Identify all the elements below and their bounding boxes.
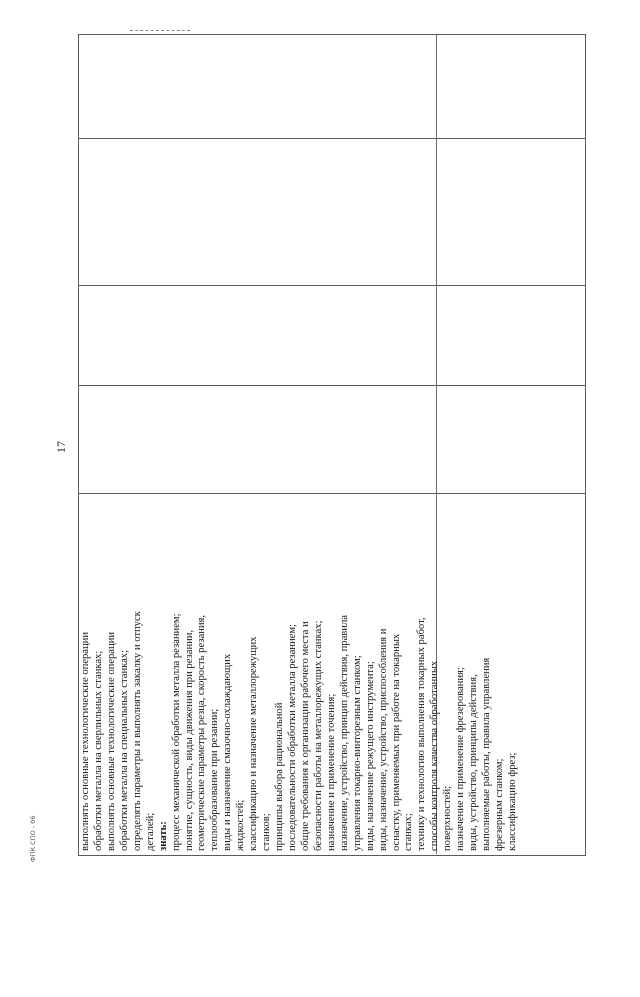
content-line: процесс механической обработки металла резанием;: [170, 613, 182, 851]
content-line: выполняемые работы, правила управления: [481, 657, 493, 851]
table-column-divider-2: [78, 285, 585, 286]
table-column-divider-1: [78, 138, 585, 139]
section-heading: знать:: [157, 821, 169, 851]
content-line: понятие, сущность, виды движения при резании,: [183, 629, 195, 851]
content-line: оснастку, применяемых при работе на токарных: [390, 633, 402, 851]
content-line: выполнять основные технологические операции: [105, 631, 117, 851]
content-line: принципы выбора рациональной: [274, 702, 286, 851]
content-line: технику и технологию выполнения токарных работ,: [416, 617, 428, 851]
content-text: [80, 495, 520, 851]
content-line: назначение, устройство, принцип действия, правила: [338, 615, 350, 851]
content-line: обработки металла на сверлильных станках;: [92, 650, 104, 851]
content-line: геометрические параметры резца, скорость резания,: [196, 614, 208, 851]
content-line: станков;: [261, 813, 273, 851]
content-line: виды, назначение, устройство, приспособления и: [377, 628, 389, 851]
footer-code: ФПК СПО - 06: [29, 815, 37, 862]
content-line: виды, назначение режущего инструмента;: [364, 661, 376, 851]
content-line: фрезерным станком;: [494, 758, 505, 851]
content-line: общие требования к организации рабочего места и: [299, 621, 311, 851]
content-line: классификацию и назначение металлорежущих: [248, 636, 260, 851]
table-column-divider-3: [78, 385, 585, 386]
content-line: деталей;: [144, 812, 156, 851]
content-line: жидкостей;: [235, 799, 247, 851]
content-cell: [80, 495, 518, 997]
table-column-divider-4: [78, 493, 585, 494]
content-line: выполнять основные технологические операции: [80, 631, 91, 851]
content-line: обработки металла на специальных станках;: [118, 649, 130, 851]
content-line: способы контроля качества обработанных: [429, 660, 441, 851]
page-number: 17: [54, 441, 68, 453]
content-line: станках;: [403, 813, 415, 851]
content-line: безопасности работы на металлорежущих станках;: [312, 620, 324, 851]
content-line: управления токарно-винторезным станком;: [351, 655, 363, 851]
content-line: классификацию фрез;: [506, 752, 518, 851]
content-line: назначение и применение фрезерования;: [455, 667, 467, 851]
content-line: виды, устройство, принципы действия,: [468, 674, 480, 851]
content-line: виды и назначение смазочно-охлаждающих: [222, 653, 234, 851]
content-line: назначение и применение точения;: [325, 693, 337, 851]
content-line: последовательности обработки металла резанием;: [287, 623, 298, 851]
content-line: теплообразование при резании;: [209, 708, 221, 851]
content-line: поверхностей;: [442, 785, 454, 851]
content-line: определять параметры и выполнять закалку и отпуск: [131, 611, 143, 851]
